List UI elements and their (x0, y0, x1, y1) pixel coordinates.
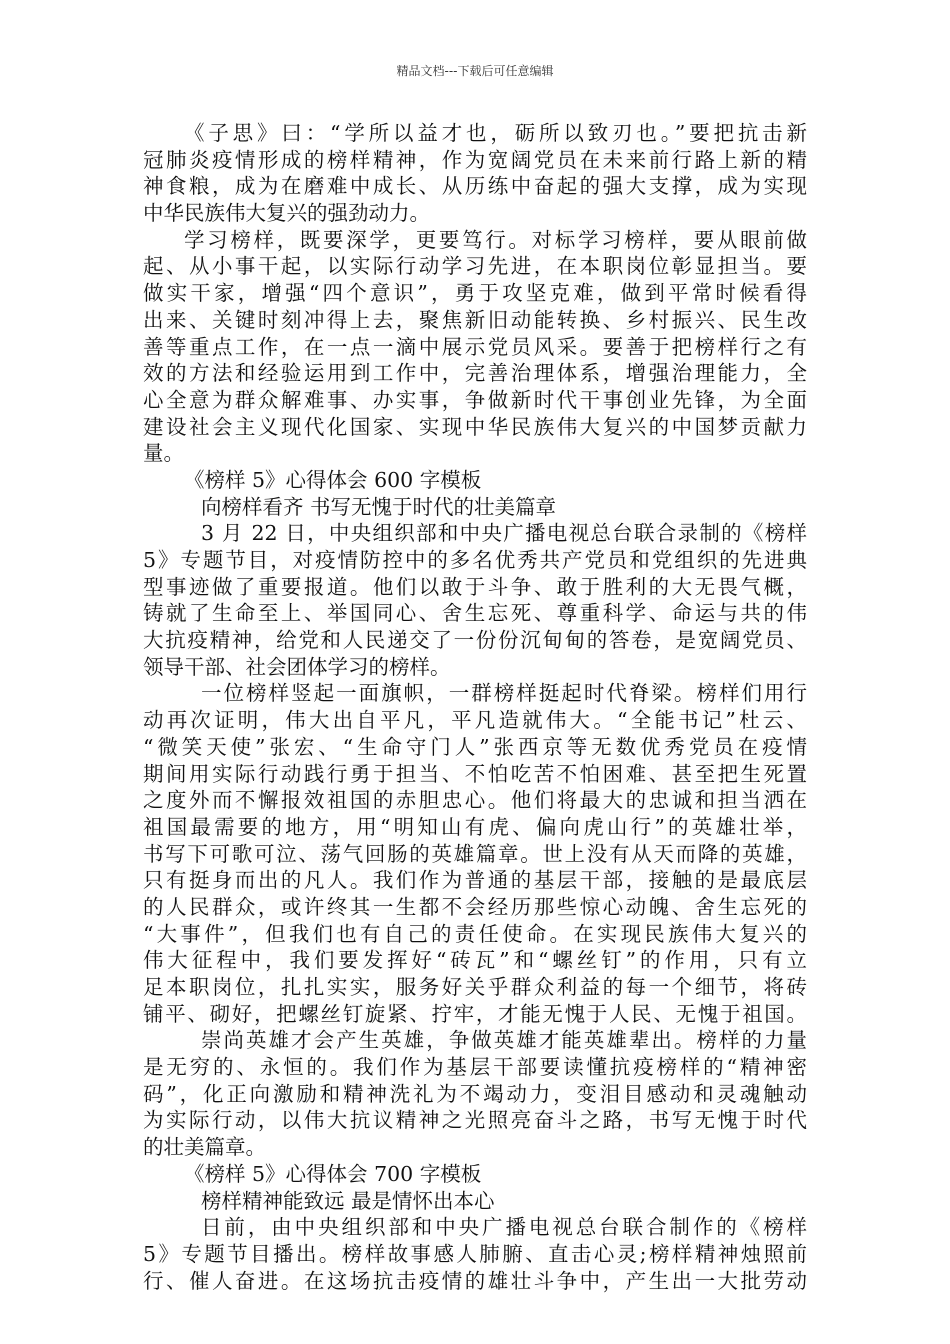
text-line: 期间用实际行动践行勇于担当、不怕吃苦不怕困难、甚至把生死置 (143, 761, 807, 786)
text-line: 善等重点工作，在一点一滴中展示党员风采。要善于把榜样行之有 (143, 334, 807, 359)
text-line: 建设社会主义现代化国家、实现中华民族伟大复兴的中国梦贡献力 (143, 414, 807, 439)
text-line: 领导干部、社会团体学习的榜样。 (143, 654, 451, 679)
text-line: 榜样精神能致远 最是情怀出本心 (201, 1188, 495, 1213)
text-line: 行、催人奋进。在这场抗击疫情的雄壮斗争中，产生出一大批劳动 (143, 1268, 807, 1293)
text-line: 大抗疫精神，给党和人民递交了一份份沉甸甸的答卷，是宽阔党员、 (143, 628, 807, 653)
text-line: 效的方法和经验运用到工作中，完善治理体系，增强治理能力，全 (143, 361, 807, 386)
text-line: “大事件”，但我们也有自己的责任使命。在实现民族伟大复兴的 (143, 921, 807, 946)
text-line: 《榜样 5》心得体会 700 字模板 (184, 1161, 482, 1186)
text-line: 码”，化正向激励和精神洗礼为不竭动力，变泪目感动和灵魂触动 (143, 1081, 807, 1106)
text-line: 《榜样 5》心得体会 600 字模板 (184, 467, 482, 492)
text-line: 出来、关键时刻冲得上去，聚焦新旧动能转换、乡村振兴、民生改 (143, 307, 807, 332)
text-line: 5》专题节目，对疫情防控中的多名优秀共产党员和党组织的先进典 (143, 548, 807, 572)
text-line: 是无穷的、永恒的。我们作为基层干部要读懂抗疫榜样的“精神密 (143, 1055, 807, 1080)
text-line: 之度外而不懈报效祖国的赤胆忠心。他们将最大的忠诚和担当洒在 (143, 788, 807, 813)
text-line: 冠肺炎疫情形成的榜样精神，作为宽阔党员在未来前行路上新的精 (143, 147, 807, 172)
text-line: 足本职岗位，扎扎实实，服务好关乎群众利益的每一个细节，将砖 (143, 975, 807, 999)
text-line: 量。 (143, 441, 184, 466)
text-line: 《子思》曰：“学所以益才也，砺所以致刃也。”要把抗击新 (184, 121, 807, 145)
text-line: 向榜样看齐 书写无愧于时代的壮美篇章 (201, 494, 557, 519)
text-line: 心全意为群众解难事、办实事，争做新时代干事创业先锋，为全面 (143, 387, 807, 412)
text-line: 的人民群众，或许终其一生都不会经历那些惊心动魄、舍生忘死的 (143, 894, 807, 919)
text-line: “微笑天使”张宏、“生命守门人”张西京等无数优秀党员在疫情 (143, 734, 807, 759)
text-line: 中华民族伟大复兴的强劲动力。 (143, 201, 430, 226)
text-line: 5》专题节目播出。榜样故事感人肺腑、直击心灵;榜样精神烛照前 (143, 1241, 807, 1266)
text-line: 祖国最需要的地方，用“明知山有虎、偏向虎山行”的英雄壮举， (143, 814, 807, 839)
text-line: 日前，由中央组织部和中央广播电视总台联合制作的《榜样 (201, 1215, 807, 1240)
text-line: 书写下可歌可泣、荡气回肠的英雄篇章。世上没有从天而降的英雄， (143, 841, 807, 866)
text-line: 只有挺身而出的凡人。我们作为普通的基层干部，接触的是最底层 (143, 868, 807, 893)
text-line: 铸就了生命至上、举国同心、舍生忘死、尊重科学、命运与共的伟 (143, 601, 807, 626)
text-line: 型事迹做了重要报道。他们以敢于斗争、敢于胜利的大无畏气概， (143, 574, 807, 599)
text-line: 的壮美篇章。 (143, 1135, 266, 1160)
text-line: 崇尚英雄才会产生英雄，争做英雄才能英雄辈出。榜样的力量 (201, 1028, 807, 1053)
document-body (143, 120, 807, 1294)
text-line: 学习榜样，既要深学，更要笃行。对标学习榜样，要从眼前做 (184, 227, 807, 252)
text-line: 为实际行动，以伟大抗议精神之光照亮奋斗之路，书写无愧于时代 (143, 1108, 807, 1133)
text-line: 起、从小事干起，以实际行动学习先进，在本职岗位彰显担当。要 (143, 254, 807, 279)
text-line: 做实干家，增强“四个意识”，勇于攻坚克难，做到平常时候看得 (143, 281, 807, 306)
text-line: 动再次证明，伟大出自平凡，平凡造就伟大。“全能书记”杜云、 (143, 708, 807, 733)
text-line: 神食粮，成为在磨难中成长、从历练中奋起的强大支撑，成为实现 (143, 174, 807, 199)
page-header: 精品文档---下载后可任意编辑 (396, 64, 554, 78)
text-line: 一位榜样竖起一面旗帜，一群榜样挺起时代脊梁。榜样们用行 (201, 681, 807, 706)
text-line: 3 月 22 日，中央组织部和中央广播电视总台联合录制的《榜样 (201, 521, 807, 546)
text-line: 伟大征程中，我们要发挥好“砖瓦”和“螺丝钉”的作用，只有立 (143, 948, 807, 973)
text-line: 铺平、砌好，把螺丝钉旋紧、拧牢，才能无愧于人民、无愧于祖国。 (143, 1001, 807, 1026)
